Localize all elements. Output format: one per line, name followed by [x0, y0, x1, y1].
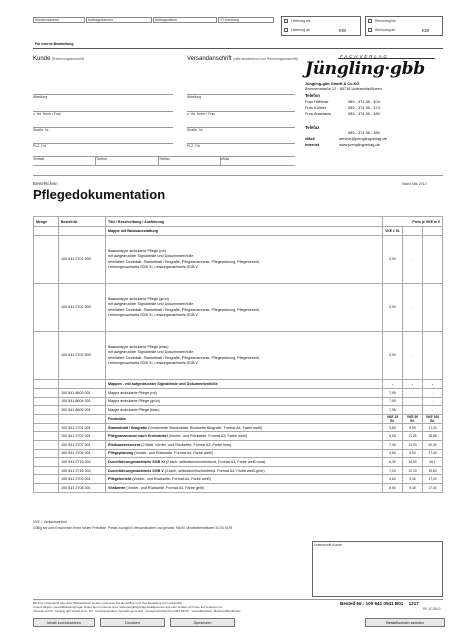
publisher-email	[305, 136, 387, 141]
quantity-input[interactable]	[34, 406, 59, 415]
price-cell-3: 17,00	[423, 475, 443, 484]
price-cell-2: 14,90	[403, 458, 423, 467]
shipping-abteilung-label: Abteilung	[187, 95, 202, 99]
section-row	[34, 414, 443, 423]
quantity-input[interactable]	[34, 483, 59, 492]
contact-tel: 089 - 374 36 - 374	[348, 105, 380, 110]
price-cell-3	[423, 236, 443, 284]
email-value: service@juenglingverlag.de	[339, 136, 387, 141]
col-menge: Menge	[34, 217, 59, 227]
order-nr: 100 541 8605 001	[59, 406, 106, 415]
description-line: Basismappe ambulante Pflege (grün)	[108, 297, 169, 302]
order-number-page: 1217	[408, 601, 419, 606]
legal-text-2: Unsere Allgem. Geschäftsbedingungen finden Sie im Internet unter www.juenglingverlag.de/allgemeine-agb oder senden wir Ihnen auf Verlangen zu.	[33, 605, 224, 609]
price-cell-1: 9,90	[383, 332, 403, 380]
header-divider	[33, 48, 443, 49]
quantity-input[interactable]	[34, 449, 59, 458]
order-number	[340, 601, 419, 606]
item-title-bold: Pflegebericht	[108, 477, 132, 482]
item-title	[106, 423, 383, 432]
item-title-bold: Risikoassessment	[108, 442, 141, 447]
lieferung-bis-checkbox[interactable]	[284, 19, 288, 23]
price-cell-2: 9,90	[403, 423, 423, 432]
table-row	[34, 406, 443, 415]
order-nr: 100 541 8603 001	[59, 389, 106, 398]
contact-row-bottom	[33, 165, 295, 166]
table-row	[34, 389, 443, 398]
item-title	[106, 432, 383, 441]
table-header-row	[34, 217, 443, 227]
order-nr: 100 541 2702 001	[59, 432, 106, 441]
rechnung-kw-label: KW	[422, 28, 430, 33]
lieferung-ab-checkbox[interactable]	[284, 28, 288, 32]
description-line: mit aufgedruckter Signalleiste und Dokumentenhülle	[108, 254, 194, 259]
quantity-input[interactable]	[34, 397, 59, 406]
contact-name: Frau Küllner	[305, 105, 327, 110]
item-title-bold: Durchführungsnachweis SGB V	[108, 468, 164, 473]
price-cell-3: -	[423, 380, 443, 389]
description-line: beinhaltet: Deckblatt, Stammblatt / Biografie, Pflegeanamnese, Pflegeplanung, Pflegebericht,	[108, 355, 260, 360]
contact-name: Frau Höflmair	[305, 99, 329, 104]
table-row	[34, 397, 443, 406]
description-line: Basismappe ambulante Pflege (rot)	[108, 249, 166, 254]
auftragsnummer-label: Auftragsnummer	[88, 18, 114, 22]
shipping-heading-text: Versandanschrift	[187, 56, 232, 62]
rechnung-ab-checkbox[interactable]	[368, 28, 372, 32]
order-nr: 100 541 2704 001	[59, 449, 106, 458]
shipping-heading-note: (falls abweichend von Rechnungsanschrift)	[233, 57, 299, 61]
price-cell-1: 6,35	[383, 458, 403, 467]
table-row	[34, 284, 443, 332]
price-cell-1: -	[383, 380, 403, 389]
section-row	[34, 380, 443, 389]
price-cell-3: -	[423, 406, 443, 415]
contact-tel: 089 - 374 36 - 390	[348, 111, 380, 116]
send-button[interactable]: Bestellschein senden	[365, 618, 445, 627]
price-cell-3: VKE 100 Bl.	[423, 414, 443, 423]
section-divider	[33, 175, 443, 176]
shipping-heading	[187, 56, 298, 62]
price-cell-1: 7,95	[383, 397, 403, 406]
lieferung-bis-label: Lieferung bis	[291, 19, 311, 23]
col-titel: Titel / Beschreibung / Ausführung	[106, 217, 383, 227]
internet-label: Internet	[305, 142, 320, 147]
price-cell-3: 17,00	[423, 449, 443, 458]
description-line: beinhaltet: Deckblatt, Stammblatt / Biografie, Pflegeanamnese, Pflegeplanung, Pflegebericht,	[108, 307, 260, 312]
telefax-label: Telefax	[305, 125, 320, 130]
price-cell-2: 9,90	[403, 449, 423, 458]
price-cell-1: 5,60	[383, 475, 403, 484]
auftragsdatum-label: Auftragsdatum	[155, 18, 178, 22]
qty-cell	[34, 227, 59, 236]
price-cell-3	[423, 227, 443, 236]
internal-note: Für interne Bearbeitung	[35, 42, 74, 46]
item-title-bold: Pflegeplanung	[108, 451, 134, 456]
customer-line-4	[33, 143, 173, 144]
item-title-bold: Stammblatt / Biografie	[108, 425, 148, 430]
item-title: Mappe ambulante Pflege (grün)	[106, 397, 383, 406]
customer-strasse-label: Straße, Nr.	[33, 128, 50, 132]
order-nr: 100 541 8604 001	[59, 397, 106, 406]
order-nr: 100 541 2716 002	[59, 466, 106, 475]
telefon-label: Telefon	[96, 157, 107, 161]
price-cell-1: VKE 25 Bl.	[383, 414, 403, 423]
signature-box[interactable]	[312, 541, 443, 597]
order-sub: PK 42 05/10	[423, 607, 441, 611]
footnote-validity: Gültig bis zum Erscheinen einer neuen Preisliste. Preise zuzüglich Versandkosten und gesetzl. MwSt. Mindestbestellwert 30,00 EUR	[33, 526, 233, 530]
customer-heading-note: (Rechnungsanschrift)	[52, 57, 85, 61]
telefax-field-label: Telefax	[159, 157, 170, 161]
table-row	[34, 432, 443, 441]
order-nr: 100 541 2707 001	[59, 440, 106, 449]
publisher-logo-top: FACHVERLAG	[340, 54, 389, 59]
shipping-plz-label: PLZ, Ort	[187, 144, 200, 148]
price-cell-2: -	[403, 332, 423, 380]
item-title	[106, 483, 383, 492]
customer-plz-label: PLZ, Ort	[33, 144, 46, 148]
price-cell-3: 18,65	[423, 432, 443, 441]
description-line: mit aufgedruckter Signalleiste und Dokumentenhülle	[108, 302, 194, 307]
order-nr: 100 541 2715 002	[59, 458, 106, 467]
quantity-input[interactable]	[34, 440, 59, 449]
quantity-input[interactable]	[34, 466, 59, 475]
qty-cell	[34, 414, 59, 423]
price-cell-3: 19,60	[423, 466, 443, 475]
customer-line-3	[33, 127, 173, 128]
verwalt-label: Verwalt	[33, 157, 45, 161]
item-title-detail: (2-fach, selbstdurchschreibend, Format A3, Farbe weiß-rosa)	[164, 459, 266, 464]
rechnung-bis-checkbox[interactable]	[368, 19, 372, 23]
shipping-line-4	[187, 143, 295, 144]
item-title-bold: Pflegeanamnese nach Krohwinkel	[108, 434, 168, 439]
item-title-detail: (Vorder- und Rückseite, Format A4, Farbe weiß)	[133, 451, 213, 456]
price-cell-3	[423, 332, 443, 380]
price-cell-3: -	[423, 389, 443, 398]
lieferung-ab-label: Lieferung ab	[291, 28, 310, 32]
nr-cell	[59, 380, 106, 389]
contact-tel: 089 - 374 36 - 404	[348, 99, 380, 104]
shipping-strasse-label: Straße, Nr.	[187, 128, 204, 132]
nr-cell	[59, 227, 106, 236]
item-title-detail: (2 Blatt, Vorder- und Rückseite, Format A3, Farbe blau)	[140, 442, 232, 447]
description-line: Leistungsnachweis SGB XI, Leistungsnachweis SGB V	[108, 264, 198, 269]
quantity-input[interactable]	[34, 332, 59, 380]
lieferung-kw-label: KW	[339, 28, 347, 33]
publisher-telefon-label: Telefon	[305, 93, 320, 98]
doc-title: Pflegedokumentation	[33, 187, 166, 202]
item-title: Mappe ambulante Pflege (blau)	[106, 406, 383, 415]
table-row	[34, 458, 443, 467]
doc-stand: Stand Mai 2012	[402, 182, 427, 186]
item-description	[106, 236, 383, 284]
item-title-bold: Vitalwerte	[108, 485, 126, 490]
col-preis: Preis je VKE in €	[383, 217, 443, 227]
publisher-telefax	[305, 125, 380, 135]
order-nr: 100 541 2701 001	[59, 423, 106, 432]
price-cell-2	[403, 227, 423, 236]
customer-heading-text: Kunde	[33, 56, 51, 62]
item-title-detail: (Vorder- und Rückseite, Format A4, Farbe weiß)	[131, 477, 211, 482]
footnote-vke: VKE = Verkaufseinheit	[33, 520, 67, 524]
price-cell-2: -	[403, 236, 423, 284]
item-title	[106, 466, 383, 475]
order-table	[33, 216, 443, 493]
email-label: eMail	[305, 136, 315, 141]
order-nr: 100 541 2701 90X	[59, 236, 106, 284]
price-cell-2: 9,40	[403, 475, 423, 484]
price-cell-3: 20,30	[423, 440, 443, 449]
quantity-input[interactable]	[34, 475, 59, 484]
price-cell-2: VKE 50 Bl.	[403, 414, 423, 423]
item-title	[106, 458, 383, 467]
item-title: Mappe ambulante Pflege (rot)	[106, 389, 383, 398]
section-row	[34, 227, 443, 236]
price-cell-1: 7,40	[383, 440, 403, 449]
publisher-company: Jüngling-gbb GmbH & Co.KG	[305, 81, 360, 86]
shipping-person-label: z. Hd. Herrn / Frau	[187, 112, 216, 116]
order-nr: 100 541 2703 90X	[59, 332, 106, 380]
rechnung-ab-label: Rechnung ab	[375, 28, 396, 32]
customer-person-label: z. Hd. Herrn / Frau	[33, 112, 62, 116]
section-label: Mappen - mit aufgedruckter Signalleiste und Dokumentenhülle	[106, 380, 383, 389]
price-cell-1: 7,95	[383, 389, 403, 398]
qty-cell	[34, 380, 59, 389]
price-cell-1: 7,20	[383, 466, 403, 475]
section-label: Mappe mit Basisausstattung	[106, 227, 383, 236]
description-line: beinhaltet: Deckblatt, Stammblatt / Biografie, Pflegeanamnese, Pflegeplanung, Pflegebericht,	[108, 259, 260, 264]
description-line: Basismappe ambulante Pflege (blau)	[108, 345, 169, 350]
order-nr: 100 541 2708 001	[59, 483, 106, 492]
item-title-detail: (Vorderseite Stammblatt, Rückseite Biografie, Format A4, Farbe weiß)	[147, 425, 263, 430]
quantity-input[interactable]	[34, 389, 59, 398]
item-title	[106, 449, 383, 458]
doc-subtitle: Bestellschein	[33, 181, 58, 186]
price-cell-1: 7,95	[383, 406, 403, 415]
vt-kennung-label: VT-Kennung	[220, 18, 239, 22]
publisher-contact-1	[305, 99, 380, 104]
reset-button[interactable]: Inhalt zurücksetzen	[33, 618, 95, 627]
customer-abteilung-label: Abteilung	[33, 95, 48, 99]
item-title-detail: (2-fach, selbstdurchschreibend, Format A4, Farbe weiß-grün)	[163, 468, 265, 473]
price-cell-2: -	[403, 389, 423, 398]
price-cell-3: -	[423, 397, 443, 406]
rechnung-bis-label: Rechnung bis	[375, 19, 396, 23]
price-cell-2: -	[403, 380, 423, 389]
order-number-value: 100 541 0541 B01	[365, 601, 404, 606]
price-cell-3: 17,00	[423, 423, 443, 432]
quantity-input[interactable]	[34, 432, 59, 441]
publisher-internet	[305, 142, 380, 147]
description-line: Leistungsnachweis SGB XI, Leistungsnachweis SGB V	[108, 312, 198, 317]
price-cell-1: 5,60	[383, 483, 403, 492]
price-cell-1: 5,80	[383, 423, 403, 432]
publisher-address: Brunnenstraße 12 · 85716 Unterschleißheim	[305, 86, 382, 91]
table-row	[34, 449, 443, 458]
price-cell-3	[423, 284, 443, 332]
item-description	[106, 284, 383, 332]
price-cell-1: 9,90	[383, 284, 403, 332]
table-row	[34, 423, 443, 432]
order-nr: 100 541 2702 90X	[59, 284, 106, 332]
price-cell-1: 6,55	[383, 432, 403, 441]
legal-text-1: Mit Ihrer Unterschrift oder dem "Bestellschein senden" erkennen Sie die AGB an und Ihre Bestellung wird verbindlich.	[33, 601, 183, 605]
internet-value: www.juenglingverlag.de	[339, 142, 380, 147]
price-cell-2: 12,10	[403, 466, 423, 475]
table-row	[34, 475, 443, 484]
col-bestell: Bestell-Nr.	[59, 217, 106, 227]
price-cell-3: 26,1	[423, 458, 443, 467]
item-title	[106, 440, 383, 449]
contact-name: Frau Anastasiu	[305, 111, 331, 116]
nr-cell	[59, 414, 106, 423]
telefax-value: 089 - 374 36 - 380	[348, 130, 380, 135]
shipping-line-1	[187, 94, 295, 95]
table-row	[34, 440, 443, 449]
order-nr: 100 541 2703 001	[59, 475, 106, 484]
description-line: Leistungsnachweis SGB XI, Leistungsnachweis SGB V	[108, 360, 198, 365]
footer-divider	[33, 599, 443, 600]
description-line: mit aufgedruckter Signalleiste und Dokumentenhülle	[108, 350, 194, 355]
item-title	[106, 475, 383, 484]
item-title-detail: (Vorder- und Rückseite, Format A4, Farbe gelb)	[125, 485, 205, 490]
section-label: Formulare	[106, 414, 383, 423]
price-cell-2: 9,40	[403, 483, 423, 492]
quantity-input[interactable]	[34, 236, 59, 284]
item-title-bold: Durchführungsnachweis SGB XI	[108, 459, 165, 464]
price-cell-2: -	[403, 406, 423, 415]
customer-line-1	[33, 94, 173, 95]
legal-text-3: Vertreten durch: Jüngling gbb GmbH & Co. KG · Komplementärin: Verwaltungs GmbH · Amtsgericht München HRA 86704 · Geschäftsführer: Manfred Bittenbinder	[33, 609, 241, 613]
email-field-label: eMail	[221, 157, 230, 161]
publisher-contact-2	[305, 105, 380, 110]
kundennummer-label: Kundennummer	[35, 18, 60, 22]
price-cell-1: VKE 1 St.	[383, 227, 403, 236]
table-row	[34, 332, 443, 380]
item-description	[106, 332, 383, 380]
publisher-contact-3	[305, 111, 380, 116]
item-title-detail: (Vorder- und Rückseite, Format A3, Farbe weiß)	[167, 434, 248, 439]
save-button[interactable]: Speichern	[170, 618, 235, 627]
quantity-input[interactable]	[34, 423, 59, 432]
table-row	[34, 236, 443, 284]
signature-label: Unterschrift Kunde	[314, 543, 343, 547]
publisher-logo: Jüngling·gbb	[305, 59, 425, 79]
print-button[interactable]: Drucken	[100, 618, 165, 627]
price-cell-2: -	[403, 284, 423, 332]
price-cell-2: -	[403, 397, 423, 406]
table-row	[34, 466, 443, 475]
customer-heading	[33, 56, 84, 62]
price-cell-2: 13,00	[403, 440, 423, 449]
quantity-input[interactable]	[34, 284, 59, 332]
price-cell-1: 9,90	[383, 236, 403, 284]
table-row	[34, 483, 443, 492]
order-number-label: Bestell-Nr.:	[340, 601, 365, 606]
quantity-input[interactable]	[34, 458, 59, 467]
price-cell-3: 17,00	[423, 483, 443, 492]
price-cell-1: 5,80	[383, 449, 403, 458]
price-cell-2: 11,25	[403, 432, 423, 441]
